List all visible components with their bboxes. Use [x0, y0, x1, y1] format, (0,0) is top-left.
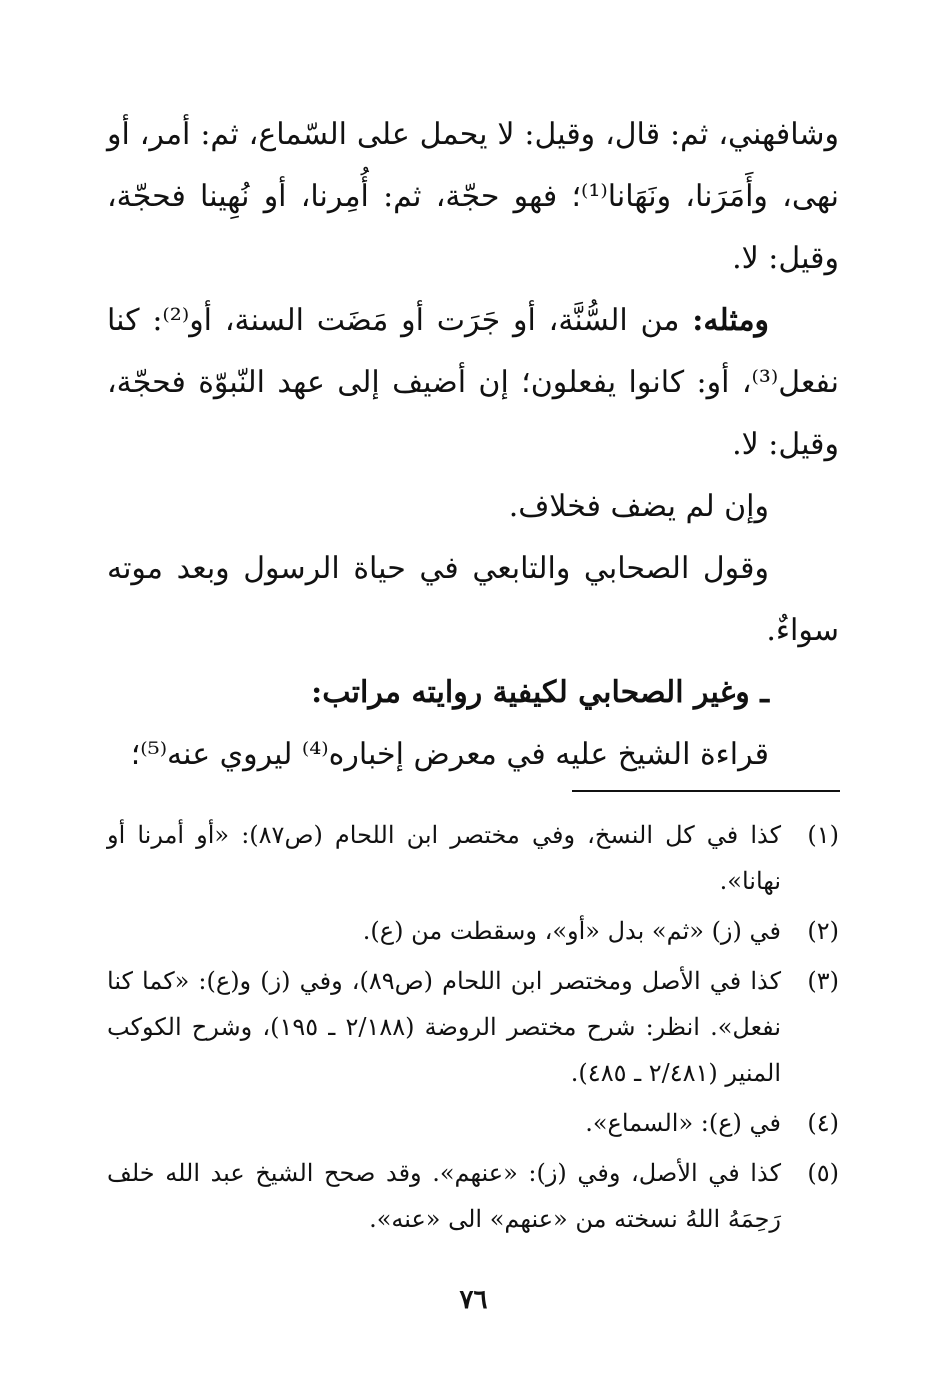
footnote-separator	[572, 790, 840, 792]
footnote-text: كذا في الأصل، وفي (ز): «عنهم». وقد صحح الشيخ عبد الله خلف رَحِمَهُ اللهُ نسخته من «عنهم» الى «عنه».	[107, 1159, 781, 1233]
footnote-text: في (ز) «ثم» بدل «أو»، وسقطت من (ع).	[362, 917, 781, 945]
footnote-2	[107, 908, 839, 954]
paragraph-2-lead: ومثله:	[692, 303, 769, 338]
footnote-number: (٥)	[807, 1159, 839, 1187]
page-number: ٧٦	[459, 1285, 488, 1315]
footnotes	[107, 812, 839, 1246]
paragraph-4: وقول الصحابي والتابعي في حياة الرسول وبعد موته سواءٌ.	[107, 551, 839, 648]
section-heading: ـ وغير الصحابي لكيفية روايته مراتب:	[311, 675, 769, 710]
paragraph-2-text: من السُّنَّة، أو جَرَت أو مَضَت السنة، أو⁽²⁾: كنا نفعل⁽³⁾، أو: كانوا يفعلون؛ إن أضيف إلى عهد النّبوّة فحجّة، وقيل: لا.	[107, 303, 839, 462]
main-text	[107, 104, 839, 786]
footnote-4	[107, 1100, 839, 1146]
paragraph-3: وإن لم يضف فخلاف.	[508, 489, 769, 524]
footnote-3	[107, 958, 839, 1096]
footnote-text: كذا في كل النسخ، وفي مختصر ابن اللحام (ص٨٧): «أو أمرنا أو نهانا».	[107, 821, 782, 895]
footnote-text: في (ع): «السماع».	[585, 1109, 781, 1137]
footnote-number: (١)	[807, 821, 839, 849]
footnote-5	[107, 1150, 839, 1242]
footnote-1	[107, 812, 839, 904]
footnote-number: (٤)	[807, 1109, 839, 1137]
paragraph-5: قراءة الشيخ عليه في معرض إخباره⁽⁴⁾ ليروي عنه⁽⁵⁾؛	[130, 737, 769, 772]
footnote-text: كذا في الأصل ومختصر ابن اللحام (ص٨٩)، وفي (ز) و(ع): «كما كنا نفعل». انظر: شرح مختصر الروضة (٢/١٨٨ ـ ١٩٥)، وشرح الكوكب المنير (٢/٤٨١ ـ ٤٨٥).	[107, 967, 782, 1087]
paragraph-1: وشافهني، ثم: قال، وقيل: لا يحمل على السّماع، ثم: أمر، أو نهى، وأَمَرَنا، ونَهَانا⁽¹⁾؛ فهو حجّة، ثم: أُمِرنا، أو نُهِينا فحجّة، وقيل: لا.	[107, 117, 839, 276]
paragraph-2	[107, 290, 839, 476]
footnote-number: (٣)	[807, 967, 839, 995]
footnote-number: (٢)	[807, 917, 839, 945]
